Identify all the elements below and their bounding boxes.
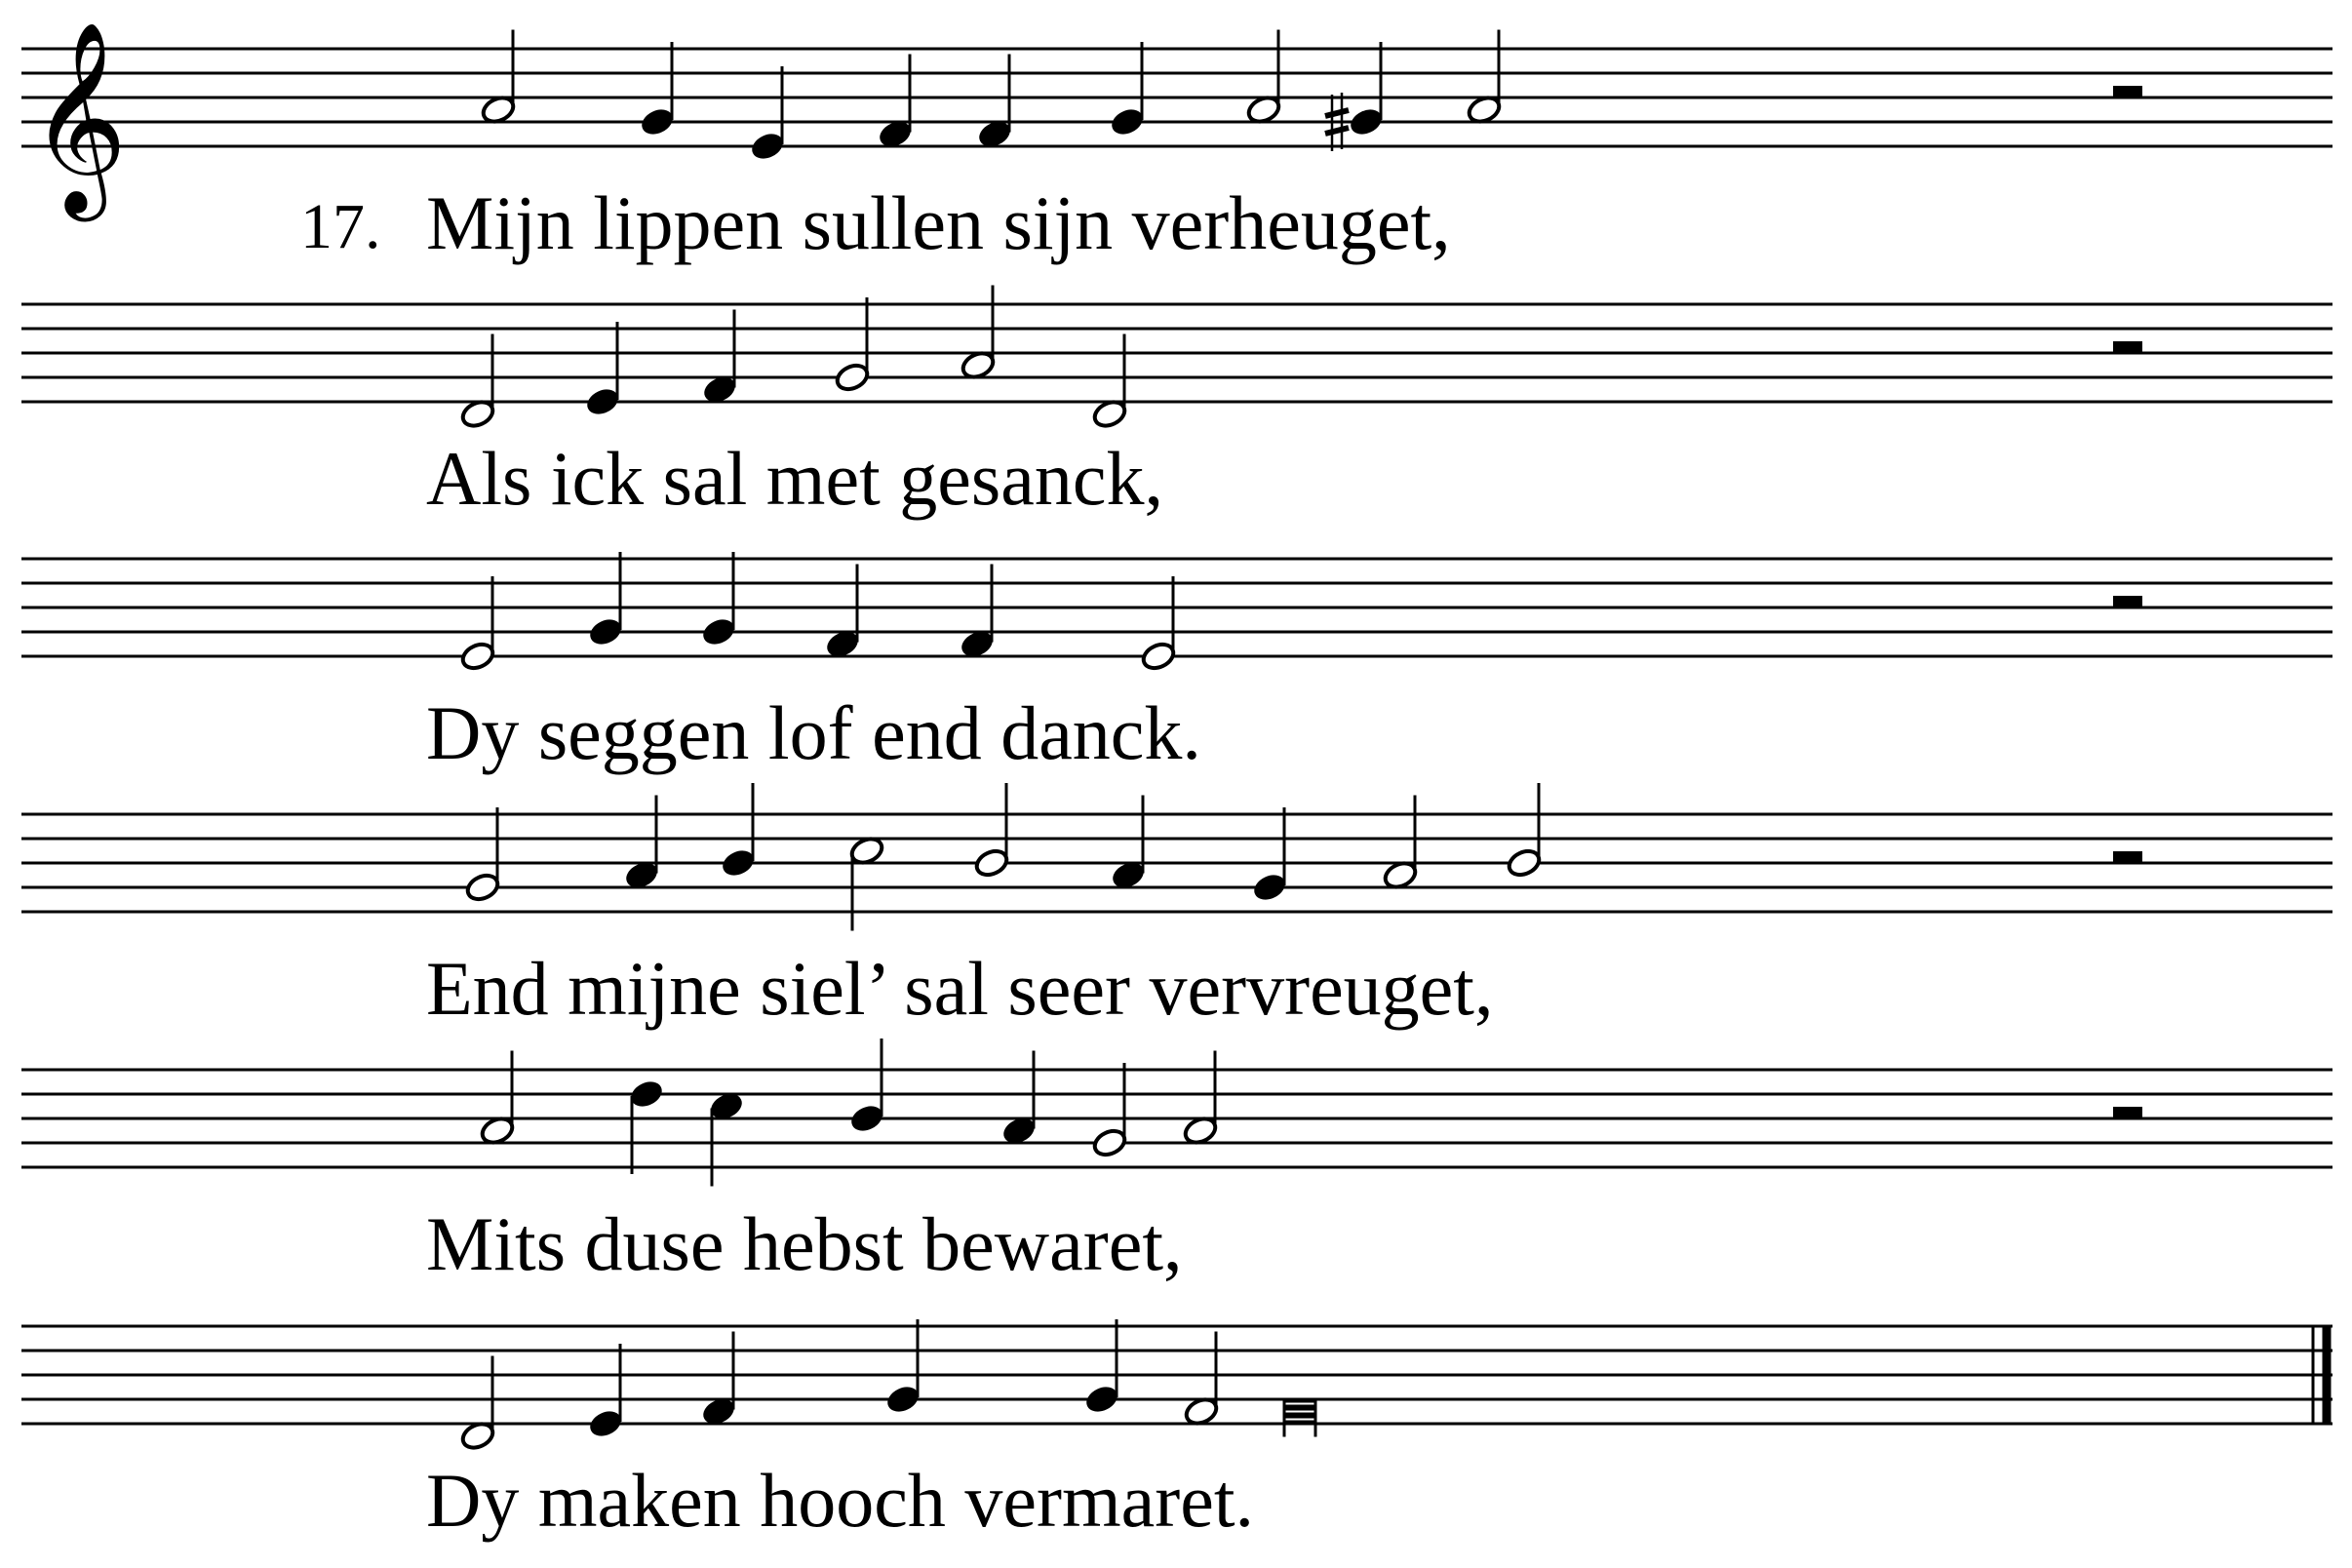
note bbox=[701, 310, 738, 407]
note bbox=[1284, 1398, 1315, 1437]
staff-system bbox=[21, 1039, 2332, 1187]
note bbox=[628, 1078, 665, 1174]
note bbox=[1083, 1319, 1120, 1416]
note-head bbox=[1348, 105, 1385, 137]
note bbox=[459, 334, 496, 431]
note bbox=[877, 55, 914, 151]
note-head bbox=[1091, 1126, 1128, 1158]
note bbox=[824, 565, 861, 661]
note bbox=[459, 576, 496, 673]
sharp-stroke bbox=[1325, 128, 1349, 134]
note bbox=[459, 1356, 496, 1453]
treble-clef-icon: 𝄞 bbox=[29, 20, 128, 214]
note bbox=[480, 30, 517, 127]
note bbox=[884, 1319, 921, 1416]
rest-icon bbox=[2113, 341, 2142, 353]
note bbox=[1000, 1051, 1038, 1148]
note bbox=[976, 55, 1013, 151]
note bbox=[749, 66, 786, 163]
lyric-line: Mits duse hebst bewaret, bbox=[426, 1201, 1183, 1286]
note bbox=[848, 835, 885, 931]
rest-icon bbox=[2113, 596, 2142, 608]
note bbox=[959, 565, 996, 661]
note bbox=[1251, 807, 1288, 904]
note bbox=[1466, 30, 1503, 127]
note bbox=[1245, 30, 1282, 127]
note bbox=[587, 1344, 624, 1440]
staff-system bbox=[21, 783, 2332, 931]
note-head bbox=[459, 640, 496, 672]
note bbox=[720, 783, 757, 880]
note bbox=[1182, 1051, 1219, 1148]
note-head bbox=[1251, 871, 1288, 903]
note-head bbox=[587, 615, 624, 647]
note bbox=[700, 1332, 737, 1429]
note bbox=[834, 297, 871, 394]
verse-number: 17. bbox=[300, 191, 381, 262]
note-head bbox=[848, 1102, 885, 1134]
lyric-line: Dy maken hooch vermaret. bbox=[426, 1458, 1255, 1543]
note-head bbox=[587, 1407, 624, 1439]
note-head bbox=[700, 615, 737, 647]
note bbox=[973, 783, 1010, 880]
rest-icon bbox=[2113, 851, 2142, 863]
sharp-stroke bbox=[1325, 110, 1349, 116]
note bbox=[708, 1090, 745, 1187]
note bbox=[1110, 796, 1147, 892]
note-head bbox=[584, 385, 621, 417]
note bbox=[960, 286, 997, 382]
note bbox=[1109, 42, 1146, 138]
note bbox=[584, 322, 621, 418]
lyric-line: Als ick sal met gesanck, bbox=[426, 436, 1163, 521]
note-head bbox=[1083, 1383, 1120, 1415]
staff-system bbox=[21, 1319, 2332, 1452]
staff-system bbox=[21, 286, 2332, 431]
note bbox=[1140, 576, 1177, 673]
note-head bbox=[720, 846, 757, 879]
note-head bbox=[639, 105, 676, 137]
rest-icon bbox=[2113, 1107, 2142, 1118]
note-head bbox=[628, 1078, 665, 1110]
note bbox=[639, 42, 676, 138]
note-head bbox=[1506, 846, 1543, 879]
lyric-line: End mijne siel’ sal seer vervreuget, bbox=[426, 946, 1494, 1031]
note bbox=[587, 552, 624, 648]
note bbox=[1183, 1332, 1220, 1429]
note bbox=[1091, 1063, 1128, 1159]
note bbox=[464, 807, 501, 904]
note bbox=[1506, 783, 1543, 880]
note bbox=[848, 1039, 885, 1135]
note bbox=[1382, 796, 1419, 892]
note-head bbox=[834, 361, 871, 393]
note-head bbox=[973, 846, 1010, 879]
note bbox=[623, 796, 660, 892]
lyric-line: Mijn lippen sullen sijn verheuget, bbox=[426, 180, 1451, 265]
note-head bbox=[464, 871, 501, 903]
rest-icon bbox=[2113, 86, 2142, 98]
note-head bbox=[749, 130, 786, 162]
note bbox=[1091, 334, 1128, 431]
note-head bbox=[1140, 640, 1177, 672]
staff-system bbox=[21, 552, 2332, 673]
note bbox=[700, 552, 737, 648]
note-head bbox=[1109, 105, 1146, 137]
lyric-line: Dy seggen lof end danck. bbox=[426, 690, 1201, 775]
note-head bbox=[884, 1383, 921, 1415]
note bbox=[479, 1051, 516, 1148]
